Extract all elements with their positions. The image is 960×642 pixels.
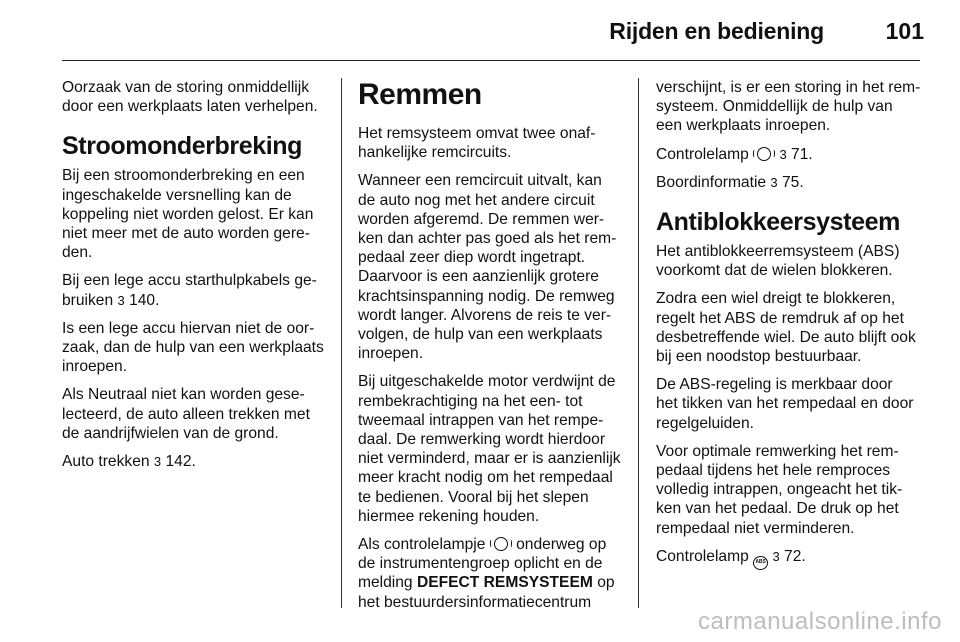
page-ref-arrow-icon: 3 [153, 454, 162, 470]
watermark: carmanualsonline.info [698, 608, 942, 635]
section-heading-remmen: Remmen [358, 78, 482, 111]
message-defect-remsysteem: DEFECT REMSYSTEEM [416, 574, 593, 592]
page-ref-arrow-icon: 3 [772, 548, 780, 564]
page-ref-arrow-icon: 3 [770, 174, 778, 190]
paragraph: Het remsysteem omvat twee onaf- hankelijke remcircuits. [358, 125, 596, 162]
intro-paragraph: Oorzaak van de storing onmiddellijk door een werkplaats laten verhelpen. [62, 79, 318, 116]
column-divider [341, 78, 342, 608]
paragraph: Het antiblokkeerremsysteem (ABS) voorkomt dat de wielen blokkeren. [656, 243, 900, 280]
page-ref-arrow-icon: 3 [779, 146, 787, 162]
page-ref-arrow-icon: 3 [117, 292, 125, 308]
page-ref-link[interactable]: 71. [791, 145, 813, 163]
section-heading-antiblokkeersysteem: Antiblokkeersysteem [656, 208, 900, 237]
paragraph: Als controlelampje onderweg op de instrumentengroep oplicht en de melding DEFECT REMSYSTEEM op het bestuurdersinformatiecentrum [358, 536, 615, 611]
paragraph: De ABS-regeling is merkbaar door het tikken van het rempedaal en door regelgeluiden. [656, 376, 914, 432]
column-1 [62, 78, 326, 480]
paragraph: Bij uitgeschakelde motor verdwijnt de rembekrachtiging na het een- tot tweemaal intrappen van het rempe- daal. De remwerking wordt hierdoor niet verminderd, maar er is aanzienlijk meer kracht nodig om het rempedaal te bedienen. Vooral bij het slepen hiermee rekening houden. [358, 373, 621, 525]
cross-reference: Boordinformatie 3 75. [656, 173, 804, 191]
page-ref-link[interactable]: 75. [782, 173, 804, 191]
paragraph: Bij een stroomonderbreking en een ingeschakelde versnelling kan de koppeling niet worden gelost. Er kan niet meer met de auto worden gere- den. [62, 167, 314, 262]
paragraph: Bij een lege accu starthulpkabels ge- bruiken 3 140. [62, 272, 317, 309]
paragraph: Voor optimale remwerking het rem- pedaal tijdens het hele remproces volledig intrappen, ongeacht het tik- ken van het pedaal. De druk op het rempedaal niet verminderen. [656, 442, 903, 537]
page-ref-link[interactable]: 140. [129, 291, 160, 309]
header-title: Rijden en bediening [609, 18, 824, 44]
brake-warning-icon [757, 147, 771, 161]
cross-reference: Controlelamp ABS 3 72. [656, 547, 924, 570]
section-heading-stroomonderbreking: Stroomonderbreking [62, 132, 303, 161]
cross-reference: Auto trekken 3 142. [62, 453, 196, 471]
column-3 [656, 78, 924, 579]
cross-reference: Controlelamp 3 71. [656, 145, 813, 163]
page-ref-link[interactable]: 142. [165, 453, 196, 471]
header-rule [62, 60, 920, 61]
abs-warning-icon: ABS [753, 556, 768, 570]
paragraph: Wanneer een remcircuit uitvalt, kan de auto nog met het andere circuit worden afgeremd. De remmen wer- ken dan achter pas goed als het rem- pedaal zeer diep wordt ingetrapt. Daarvoor is een aanzienlijk grotere krachtsinspanning nodig. De remweg wordt langer. Alvorens de reis te ver- volgen, de hulp van een werkplaats inroepen. [358, 172, 617, 363]
paragraph: Zodra een wiel dreigt te blokkeren, regelt het ABS de remdruk af op het desbetreffende wiel. De auto blijft ook bij een noodstop bestuurbaar. [656, 290, 916, 366]
page-ref-link[interactable]: 72. [784, 547, 806, 565]
paragraph: verschijnt, is er een storing in het rem- systeem. Onmiddellijk de hulp van een werkplaats inroepen. [656, 79, 921, 135]
page-number: 101 [885, 18, 924, 44]
column-2 [358, 78, 624, 621]
paragraph: Als Neutraal niet kan worden gese- lecteerd, de auto alleen trekken met de aandrijfwielen van de grond. [62, 386, 310, 442]
brake-warning-icon [494, 537, 508, 551]
paragraph: Is een lege accu hiervan niet de oor- zaak, dan de hulp van een werkplaats inroepen. [62, 319, 324, 376]
column-divider [638, 78, 639, 608]
